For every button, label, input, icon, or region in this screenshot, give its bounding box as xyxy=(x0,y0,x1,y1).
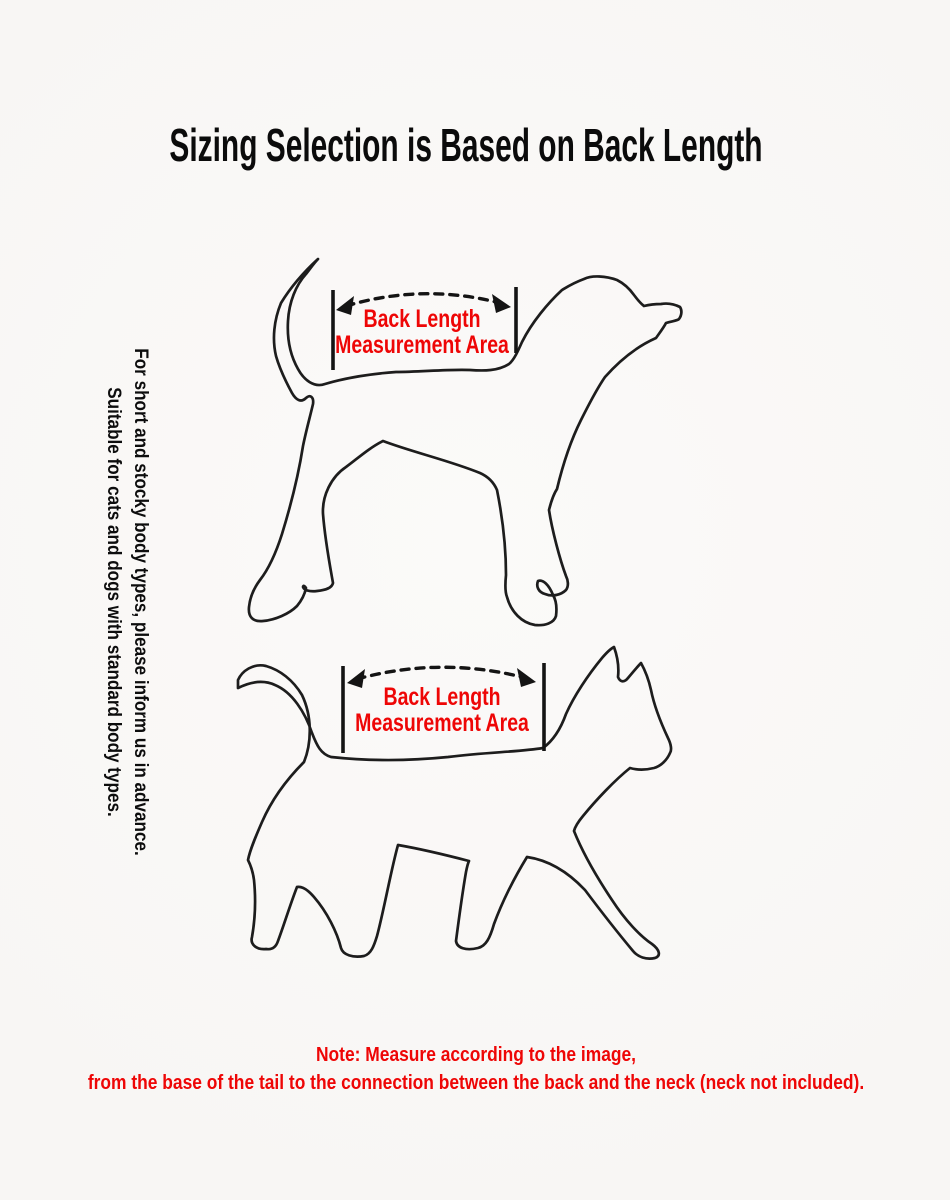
bottom-note-line2: from the base of the tail to the connection between the back and the neck (neck not included). xyxy=(87,1072,865,1094)
dog-measure-label xyxy=(335,306,509,358)
cat-measure-label-line2: Measurement Area xyxy=(355,709,529,737)
dog-measure-label-line1: Back Length xyxy=(363,305,481,333)
cat-measure-dashed-arrow-arc xyxy=(357,667,526,679)
page-title: Sizing Selection is Based on Back Length xyxy=(169,119,763,171)
cat-measure-label-line1: Back Length xyxy=(383,683,501,711)
side-note-line1: For short and stocky body types, please inform us in advance. xyxy=(130,348,151,856)
side-note-line2: Suitable for cats and dogs with standard body types. xyxy=(103,387,124,817)
cat-measure-label xyxy=(355,684,529,736)
bottom-note xyxy=(88,1041,864,1097)
dog-measure-label-line2: Measurement Area xyxy=(335,331,509,359)
side-note xyxy=(100,348,154,855)
bottom-note-line1: Note: Measure according to the image, xyxy=(315,1044,637,1066)
